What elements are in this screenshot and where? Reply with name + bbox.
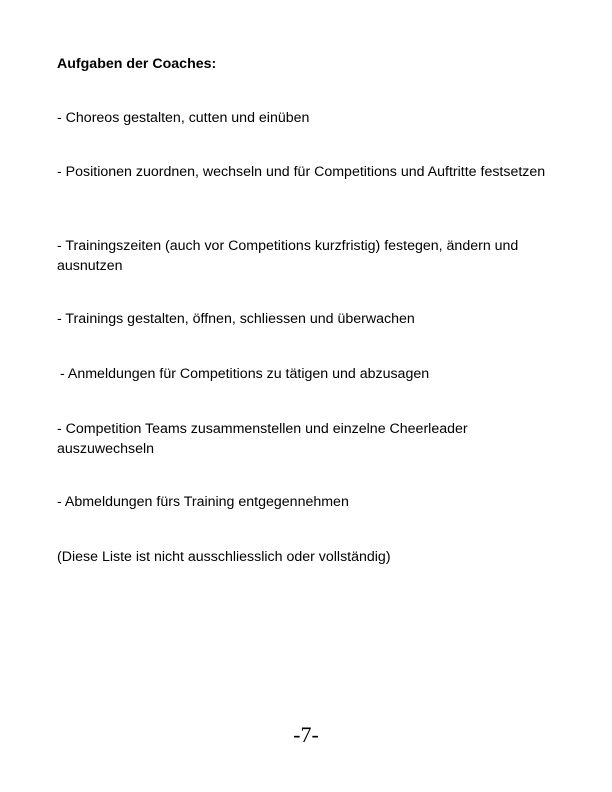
task-item-abmeldungen: - Abmeldungen fürs Training entgegennehmen (57, 494, 349, 510)
list-disclaimer-note: (Diese Liste ist nicht ausschliesslich oder vollständig) (57, 549, 391, 565)
task-item-competition-teams: - Competition Teams zusammenstellen und einzelne Cheerleader auszuwechseln (57, 421, 468, 457)
task-item-trainings: - Trainings gestalten, öffnen, schliessen und überwachen (57, 311, 415, 327)
task-item-positionen: - Positionen zuordnen, wechseln und für Competitions und Auftritte festsetzen (57, 164, 546, 180)
section-heading: Aufgaben der Coaches: (57, 56, 217, 72)
task-item-choreos: - Choreos gestalten, cutten und einüben (57, 110, 310, 126)
page-number: -7- (293, 722, 319, 747)
task-item-anmeldungen: - Anmeldungen für Competitions zu tätigen und abzusagen (60, 366, 430, 382)
task-item-trainingszeiten: - Trainingszeiten (auch vor Competitions kurzfristig) festegen, ändern und ausnutzen (57, 238, 519, 274)
